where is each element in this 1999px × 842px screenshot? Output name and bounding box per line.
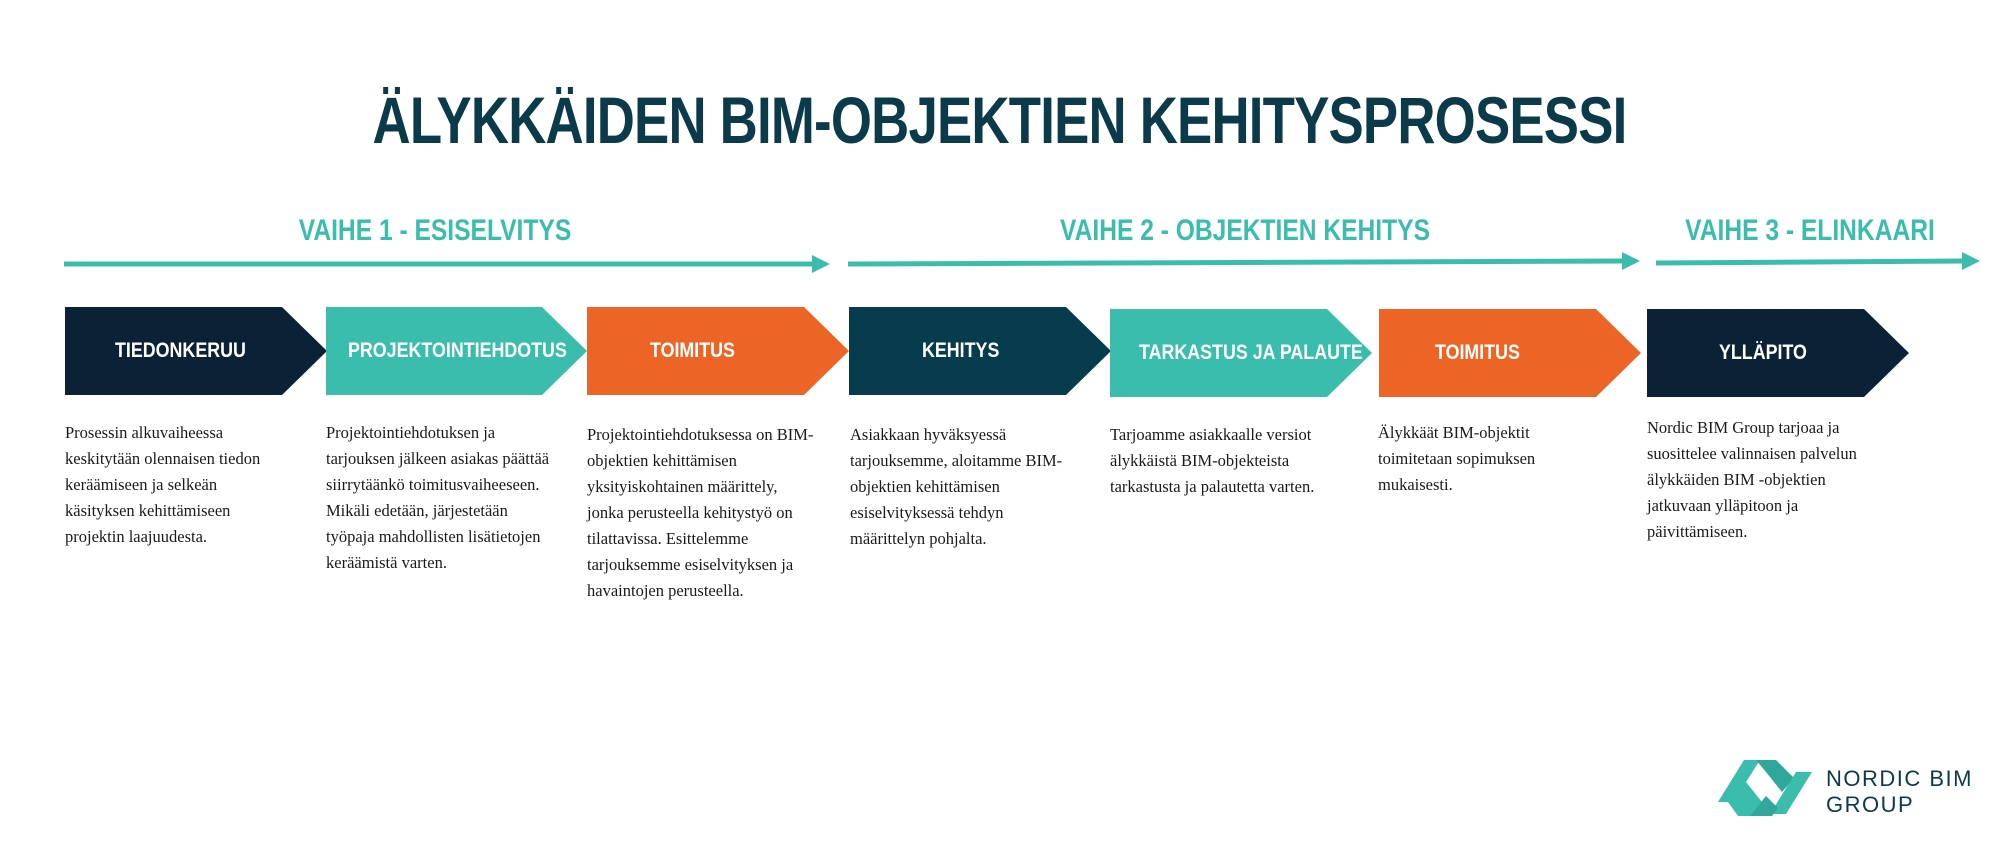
phase-1-label: VAIHE 1 - ESISELVITYS	[298, 214, 572, 247]
step-toimitus-2	[1379, 309, 1641, 397]
step-projektointiehdotus	[326, 307, 587, 395]
step-description-kehitys: Asiakkaan hyväksyessä tarjouksemme, aloitamme BIM-objektien kehittämisen esiselvityksessä tehdyn määrittelyn pohjalta.	[850, 425, 1063, 548]
step-label: TARKASTUS JA PALAUTE	[1139, 341, 1363, 364]
phase-3-label: VAIHE 3 - ELINKAARI	[1685, 214, 1935, 247]
step-description-projektointiehdotus: Projektointiehdotuksen ja tarjouksen jälkeen asiakas päättää siirrytäänkö toimitusvaiheeseen. Mikäli edetään, järjestetään työpaja mahdollisten lisätietojen keräämistä varten.	[326, 423, 550, 572]
step-description-toimitus-1: Projektointiehdotuksessa on BIM-objektien kehittämisen yksityiskohtainen määrittely, jonka perusteella kehitystyö on tilattavissa. Esittelemme tarjouksemme esiselvityksen ja havaintojen perusteella.	[587, 425, 814, 600]
phase-1-arrow	[64, 252, 834, 276]
phase-2-arrow	[848, 250, 1644, 274]
step-description-yllapito: Nordic BIM Group tarjoaa ja suosittelee valinnaisen palvelun älykkäiden BIM -objektien jatkuvaan ylläpitoon ja päivittämiseen.	[1647, 418, 1857, 541]
logo-text-line-1: NORDIC BIM	[1826, 766, 1973, 791]
step-label: TOIMITUS	[1435, 341, 1520, 364]
step-kehitys	[849, 307, 1111, 395]
phase-3-arrow	[1656, 250, 1984, 274]
step-label: YLLÄPITO	[1719, 341, 1807, 364]
step-label: TIEDONKERUU	[115, 339, 246, 362]
phase-2-label: VAIHE 2 - OBJEKTIEN KEHITYS	[1060, 214, 1430, 247]
step-description-tiedonkeruu: Prosessin alkuvaiheessa keskitytään olennaisen tiedon keräämiseen ja selkeän käsityksen kehittämiseen projektin laajuudesta.	[65, 423, 261, 546]
nordic-bim-group-logo-icon	[1716, 758, 1812, 816]
step-description-toimitus-2: Älykkäät BIM-objektit toimitetaan sopimuksen mukaisesti.	[1378, 423, 1536, 494]
step-label: KEHITYS	[922, 339, 1000, 362]
step-toimitus-1	[587, 307, 849, 395]
step-label: TOIMITUS	[650, 339, 735, 362]
step-tiedonkeruu	[65, 307, 327, 395]
step-yllapito	[1647, 309, 1909, 397]
step-description-tarkastus-ja-palaute: Tarjoamme asiakkaalle versiot älykkäistä BIM-objekteista tarkastusta ja palautetta varten.	[1110, 425, 1315, 496]
step-tarkastus-ja-palaute	[1110, 309, 1372, 397]
logo-text-line-2: GROUP	[1826, 792, 1915, 817]
page-title: ÄLYKKÄIDEN BIM-OBJEKTIEN KEHITYSPROSESSI	[372, 83, 1627, 157]
step-label: PROJEKTOINTIEHDOTUS	[348, 339, 567, 362]
logo-wordmark	[1826, 766, 1973, 818]
